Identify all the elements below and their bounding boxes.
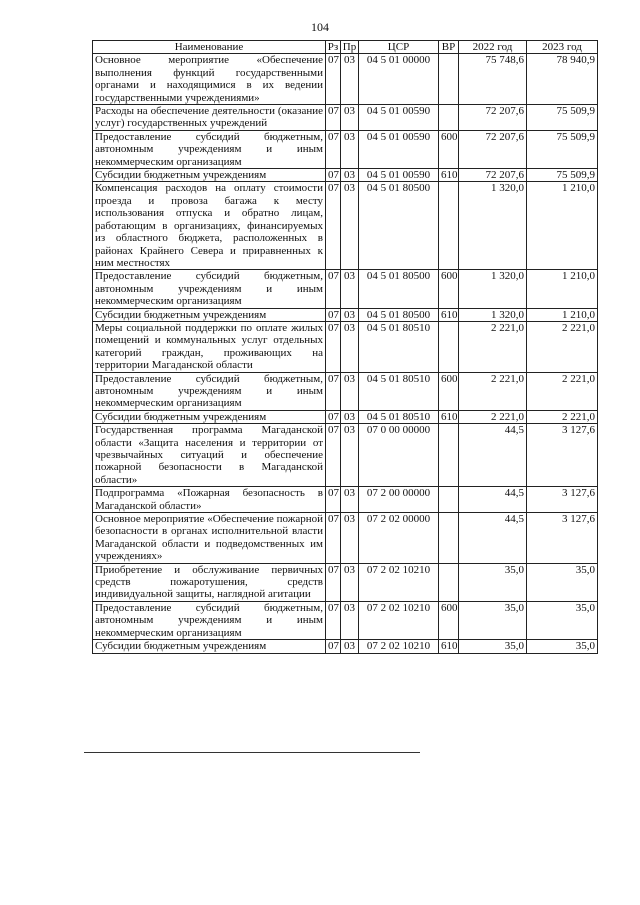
row-amount-2023: 2 221,0 [527, 372, 598, 410]
row-pr: 03 [341, 130, 359, 168]
row-pr: 03 [341, 270, 359, 308]
header-csr: ЦСР [359, 41, 439, 54]
row-name: Расходы на обеспечение деятельности (оказание услуг) государственных учреждений [93, 105, 326, 131]
table-row [93, 321, 598, 372]
row-amount-2022: 44,5 [459, 424, 527, 487]
row-vr [439, 105, 459, 131]
row-name: Предоставление субсидий бюджетным, автономным учреждениям и иным некоммерческим организациям [93, 372, 326, 410]
row-vr [439, 182, 459, 270]
header-pr: Пр [341, 41, 359, 54]
row-csr: 04 5 01 80500 [359, 308, 439, 321]
header-rz: Рз [326, 41, 341, 54]
row-name: Субсидии бюджетным учреждениям [93, 410, 326, 423]
row-amount-2022: 75 748,6 [459, 54, 527, 105]
row-vr [439, 563, 459, 601]
row-name: Меры социальной поддержки по оплате жилых помещений и коммунальных услуг отдельных категорий граждан, проживающих на территории Магаданской области [93, 321, 326, 372]
row-amount-2023: 1 210,0 [527, 270, 598, 308]
table-row [93, 513, 598, 564]
header-name: Наименование [93, 41, 326, 54]
row-csr: 04 5 01 80500 [359, 270, 439, 308]
row-vr: 610 [439, 169, 459, 182]
row-amount-2023: 2 221,0 [527, 321, 598, 372]
table-row [93, 487, 598, 513]
budget-table [92, 40, 598, 654]
row-rz: 07 [326, 487, 341, 513]
row-csr: 07 2 00 00000 [359, 487, 439, 513]
row-amount-2023: 75 509,9 [527, 130, 598, 168]
row-csr: 04 5 01 00590 [359, 169, 439, 182]
row-name: Компенсация расходов на оплату стоимости проезда и провоза багажа к месту использования отпуска и обратно лицам, работающим в организациях, финансируемых из областного бюджета, расположенных в районах Крайнего Севера и приравненных к ним местностях [93, 182, 326, 270]
row-amount-2022: 1 320,0 [459, 308, 527, 321]
row-rz: 07 [326, 130, 341, 168]
row-csr: 04 5 01 80510 [359, 410, 439, 423]
row-vr: 610 [439, 640, 459, 653]
row-rz: 07 [326, 424, 341, 487]
row-pr: 03 [341, 487, 359, 513]
table-row [93, 640, 598, 653]
row-amount-2022: 44,5 [459, 513, 527, 564]
row-csr: 04 5 01 80500 [359, 182, 439, 270]
row-csr: 04 5 01 80510 [359, 372, 439, 410]
row-amount-2023: 78 940,9 [527, 54, 598, 105]
table-row [93, 105, 598, 131]
row-amount-2023: 2 221,0 [527, 410, 598, 423]
row-rz: 07 [326, 54, 341, 105]
table-row [93, 182, 598, 270]
row-amount-2022: 1 320,0 [459, 270, 527, 308]
page-number: 104 [311, 20, 329, 34]
row-name: Субсидии бюджетным учреждениям [93, 308, 326, 321]
row-csr: 07 2 02 10210 [359, 563, 439, 601]
row-rz: 07 [326, 563, 341, 601]
table-row [93, 54, 598, 105]
row-pr: 03 [341, 563, 359, 601]
table-row [93, 270, 598, 308]
row-vr [439, 321, 459, 372]
row-amount-2022: 72 207,6 [459, 105, 527, 131]
row-amount-2023: 35,0 [527, 640, 598, 653]
table-row [93, 410, 598, 423]
row-vr [439, 513, 459, 564]
row-csr: 04 5 01 00590 [359, 105, 439, 131]
row-pr: 03 [341, 105, 359, 131]
row-pr: 03 [341, 410, 359, 423]
row-rz: 07 [326, 182, 341, 270]
footer-divider [84, 752, 420, 753]
row-vr: 610 [439, 308, 459, 321]
row-amount-2023: 35,0 [527, 563, 598, 601]
header-vr: ВР [439, 41, 459, 54]
row-pr: 03 [341, 54, 359, 105]
table-body [93, 54, 598, 653]
row-amount-2023: 75 509,9 [527, 169, 598, 182]
row-rz: 07 [326, 601, 341, 639]
row-rz: 07 [326, 513, 341, 564]
row-csr: 07 0 00 00000 [359, 424, 439, 487]
row-rz: 07 [326, 105, 341, 131]
table-row [93, 601, 598, 639]
table-row [93, 169, 598, 182]
row-vr: 600 [439, 372, 459, 410]
row-amount-2023: 3 127,6 [527, 424, 598, 487]
row-pr: 03 [341, 372, 359, 410]
row-rz: 07 [326, 410, 341, 423]
row-amount-2022: 1 320,0 [459, 182, 527, 270]
row-vr: 610 [439, 410, 459, 423]
row-csr: 07 2 02 00000 [359, 513, 439, 564]
row-pr: 03 [341, 513, 359, 564]
row-vr [439, 487, 459, 513]
table-row [93, 130, 598, 168]
row-vr: 600 [439, 270, 459, 308]
row-csr: 04 5 01 00590 [359, 130, 439, 168]
row-vr [439, 54, 459, 105]
row-rz: 07 [326, 308, 341, 321]
row-amount-2022: 2 221,0 [459, 372, 527, 410]
row-csr: 04 5 01 80510 [359, 321, 439, 372]
row-name: Приобретение и обслуживание первичных средств пожаротушения, средств индивидуальной защиты, наглядной агитации [93, 563, 326, 601]
row-pr: 03 [341, 601, 359, 639]
row-amount-2023: 3 127,6 [527, 487, 598, 513]
row-name: Субсидии бюджетным учреждениям [93, 640, 326, 653]
row-vr [439, 424, 459, 487]
table-row [93, 563, 598, 601]
table-row [93, 424, 598, 487]
row-name: Предоставление субсидий бюджетным, автономным учреждениям и иным некоммерческим организациям [93, 270, 326, 308]
row-amount-2023: 3 127,6 [527, 513, 598, 564]
row-name: Предоставление субсидий бюджетным, автономным учреждениям и иным некоммерческим организациям [93, 130, 326, 168]
row-amount-2022: 35,0 [459, 601, 527, 639]
row-rz: 07 [326, 270, 341, 308]
row-name: Основное мероприятие «Обеспечение пожарной безопасности в органах исполнительной власти Магаданской области и подведомственных им учреждениях» [93, 513, 326, 564]
row-amount-2022: 35,0 [459, 640, 527, 653]
row-name: Субсидии бюджетным учреждениям [93, 169, 326, 182]
row-amount-2023: 1 210,0 [527, 308, 598, 321]
row-pr: 03 [341, 640, 359, 653]
row-name: Предоставление субсидий бюджетным, автономным учреждениям и иным некоммерческим организациям [93, 601, 326, 639]
row-csr: 07 2 02 10210 [359, 640, 439, 653]
row-rz: 07 [326, 372, 341, 410]
row-pr: 03 [341, 169, 359, 182]
row-amount-2023: 75 509,9 [527, 105, 598, 131]
row-rz: 07 [326, 640, 341, 653]
row-name: Подпрограмма «Пожарная безопасность в Магаданской области» [93, 487, 326, 513]
row-pr: 03 [341, 424, 359, 487]
row-amount-2022: 72 207,6 [459, 130, 527, 168]
row-name: Государственная программа Магаданской области «Защита населения и территории от чрезвычайных ситуаций и обеспечение пожарной безопасности в Магаданской области» [93, 424, 326, 487]
row-amount-2022: 2 221,0 [459, 321, 527, 372]
row-pr: 03 [341, 182, 359, 270]
header-2022: 2022 год [459, 41, 527, 54]
header-2023: 2023 год [527, 41, 598, 54]
row-pr: 03 [341, 321, 359, 372]
row-pr: 03 [341, 308, 359, 321]
row-vr: 600 [439, 130, 459, 168]
row-vr: 600 [439, 601, 459, 639]
table-header-row [93, 41, 598, 54]
table-row [93, 308, 598, 321]
row-amount-2022: 44,5 [459, 487, 527, 513]
row-csr: 04 5 01 00000 [359, 54, 439, 105]
table-row [93, 372, 598, 410]
row-amount-2023: 1 210,0 [527, 182, 598, 270]
row-rz: 07 [326, 169, 341, 182]
row-amount-2022: 72 207,6 [459, 169, 527, 182]
row-amount-2023: 35,0 [527, 601, 598, 639]
row-amount-2022: 35,0 [459, 563, 527, 601]
row-csr: 07 2 02 10210 [359, 601, 439, 639]
row-amount-2022: 2 221,0 [459, 410, 527, 423]
row-name: Основное мероприятие «Обеспечение выполнения функций государственными органами и находящимися в их ведении государственными учреждениями» [93, 54, 326, 105]
row-rz: 07 [326, 321, 341, 372]
